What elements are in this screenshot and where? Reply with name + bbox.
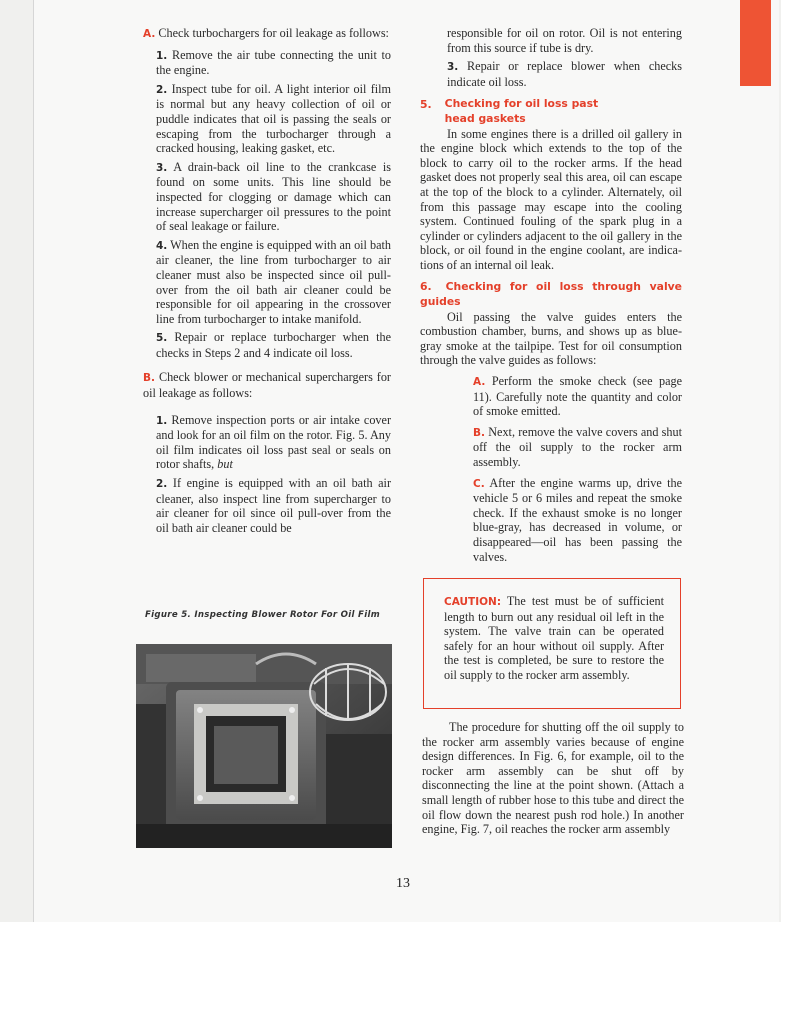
blower-rotor-illustration [136,644,392,848]
item-label: B. [473,426,485,439]
section-6-title: Checking for oil loss through valve guides [420,279,683,309]
section-5-title: Checking for oil loss past head gaskets [444,97,599,125]
section-5-heading [420,97,682,126]
a-step-1 [143,48,391,78]
b-step-2 [143,476,391,535]
step-number: 3. [447,61,459,74]
section-6-item-a [473,374,682,419]
right-column [420,26,682,564]
step-text: Repair or replace blower when checks indicate oil loss. [447,59,682,89]
caution-label: CAUTION: [444,596,502,608]
figure-5-caption: Figure 5. Inspecting Blower Rotor For Oil Film [145,610,380,620]
figure-5-photo [136,644,392,848]
section-6-number: 6. [420,279,432,293]
step-text: Remove inspection ports or air intake cover and look for an oil film on the rotor. Fig. 5. Any oil film indicates oil loss past seal or seals on rotor shafts, [156,412,391,472]
item-label: C. [473,477,485,490]
step-text: A drain-back oil line to the crankcase is found on some units. This line should be inspected for clogging or damage which can increase supercharger oil pressures to the point of seal leakage or failure. [156,159,391,234]
step-number: 4. [156,239,168,252]
section-6-heading [420,279,682,310]
left-column [143,26,391,535]
section-a-intro-text: Check turbochargers for oil leakage as follows: [158,26,389,40]
step-number: 2. [156,83,168,96]
item-text: Perform the smoke check (see page 11). Carefully note the quantity and color of smoke emitted. [473,374,682,419]
step-text: Inspect tube for oil. A light interior oil film is normal but any heavy collection of oil or puddle indicates that oil is passing the seals or escaping from the turbocharger through a cracked housing, leaking gasket, etc. [156,81,392,156]
step-number: 1. [156,49,168,62]
section-6-body: Oil passing the valve guides enters the combustion chamber, burns, and shows up as blue-gray smoke at the tailpipe. Test for oil consumption through the valve guides as follows: [420,309,682,368]
caution-note [444,594,664,683]
a-step-5 [143,330,391,360]
step-number: 3. [156,161,168,174]
b-step-3 [447,59,682,89]
b-step-1 [143,413,391,472]
step-number: 5. [156,332,168,345]
step-number: 2. [156,478,168,491]
procedure-paragraph-block [422,720,684,837]
section-5-body: In some engines there is a drilled oil gallery in the engine block which extends to the top of the block to carry oil to the rocker arms. If the head gasket does not properly seal this area, oil can escape at the top of the block to a cylinder. Alternately, oil from this passage may escape into the cooling system. Continued fouling of the spark plug in a cylinder or cylinders adjacent to the oil gallery in the block, or oil found in the engine coolant, are indications of an internal oil leak. [420,126,682,272]
a-step-4 [143,238,391,327]
section-6-item-c [473,476,682,565]
step-text: If engine is equipped with an oil bath air cleaner, also inspect line from supercharger to air cleaner for oil since oil pull-over from the oil bath air cleaner could be [156,476,392,535]
section-a-intro [143,26,391,42]
step-number: 1. [156,414,168,427]
step-text: Remove the air tube connecting the unit to the engine. [156,47,392,78]
section-b-label: B. [143,372,155,385]
a-step-3 [143,160,391,234]
section-b-intro [143,370,391,400]
item-text: After the engine warms up, drive the vehicle 5 or 6 miles and repeat the smoke check. If the exhaust smoke is no longer blue-gray, has decreased in volume, or disappeared—oil has been passing the valves. [473,475,683,564]
caution-text: The test must be of sufficient length to burn out any residual oil left in the system. The valve train can be operated safely for an hour without oil supply. After the test is completed, be sure to restore the oil supply to the rocker arm assembly. [444,594,664,682]
step-text: Repair or replace turbocharger when the checks in Steps 2 and 4 indicate oil loss. [156,330,391,360]
section-tab-marker [740,0,771,86]
page-number: 13 [396,876,410,891]
item-label: A. [473,376,486,389]
b-step-2-continuation: responsible for oil on rotor. Oil is not entering from this source if tube is dry. [447,26,682,55]
section-6-item-b [473,425,682,470]
a-step-2 [143,82,391,156]
item-text: Next, remove the valve covers and shut off the oil supply to the rocker arm assembly. [473,424,682,470]
section-b-intro-text: Check blower or mechanical superchargers for oil leakage as follows: [143,370,391,401]
section-5-number: 5. [420,98,432,112]
step-text: When the engine is equipped with an oil bath air cleaner, the line from turbocharger to air cleaner must also be inspected since oil pull-over from the oil bath air cleaner could be responsible for oil appearing in the crossover line from turbocharger to intake manifold. [156,237,391,326]
step-italic-word: but [217,457,233,472]
procedure-paragraph: The procedure for shutting off the oil supply to the rocker arm assembly varies because of engine design differences. In Fig. 6, for example, oil to the rocker arm assembly can be shut off by disconnecting the line at the point shown. (Attach a small length of rubber hose to this tube and direct the oil flow down the nearest push rod hole.) In another engine, Fig. 7, oil reaches the rocker arm assembly [422,720,684,837]
section-a-label: A. [143,28,156,40]
